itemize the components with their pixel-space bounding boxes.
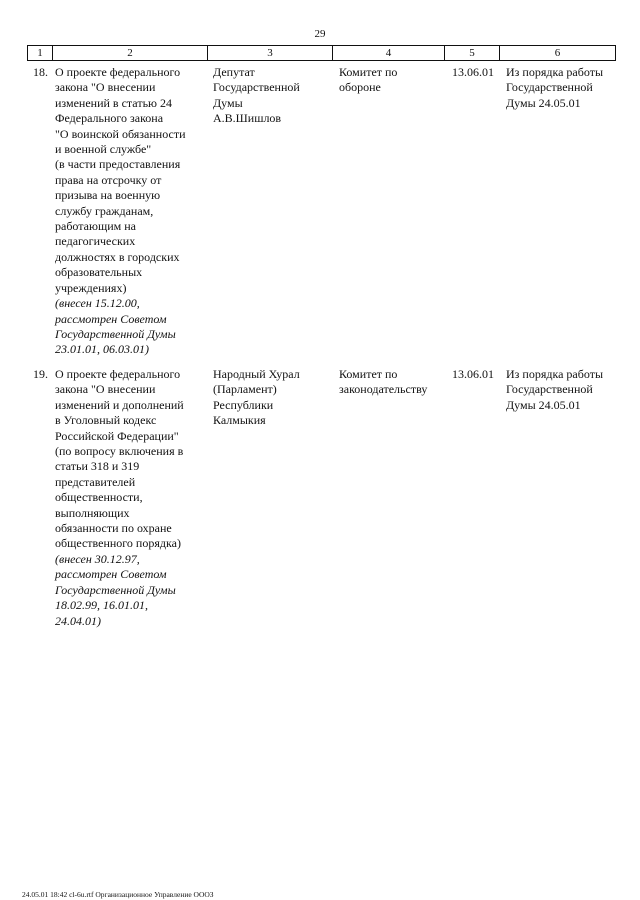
title-line: изменений и дополнений xyxy=(55,397,184,412)
title-line: должностях в городских xyxy=(55,249,180,264)
title-line: учреждениях) xyxy=(55,280,127,295)
author-line: (Парламент) xyxy=(213,382,277,397)
title-line: закона "О внесении xyxy=(55,382,156,397)
note-line: Из порядка работы xyxy=(506,65,604,79)
committee-line: Комитет по xyxy=(339,367,398,381)
date: 13.06.01 xyxy=(452,367,494,381)
bill-title xyxy=(55,65,205,358)
print-footer: 24.05.01 18:42 cl-6u.rtf Организационное Управление ОООЗ xyxy=(22,890,214,899)
title-line: службу гражданам, xyxy=(55,203,154,218)
bill-author xyxy=(213,65,333,127)
page-number: 29 xyxy=(314,28,326,40)
note-line: Государственной xyxy=(506,382,593,397)
title-line: выполняющих xyxy=(55,505,130,520)
note-line: Из порядка работы xyxy=(506,367,604,381)
row-number: 18. xyxy=(33,65,48,79)
title-line: статьи 318 и 319 xyxy=(55,459,140,474)
row-number: 19. xyxy=(33,367,48,381)
title-line: О проекте федерального xyxy=(55,367,181,381)
history-line: Государственной Думы xyxy=(55,582,176,597)
column-header-6: 6 xyxy=(500,46,616,61)
note-line: Думы 24.05.01 xyxy=(506,95,581,110)
title-line: Федерального закона xyxy=(55,111,164,126)
column-header-3: 3 xyxy=(208,46,333,61)
committee-line: обороне xyxy=(339,80,381,95)
author-line: А.В.Шишлов xyxy=(213,111,282,126)
column-header-5: 5 xyxy=(445,46,500,61)
column-header-row xyxy=(28,46,616,61)
title-line: в Уголовный кодекс xyxy=(55,413,157,428)
column-header-table xyxy=(27,45,616,61)
title-line: образовательных xyxy=(55,265,143,280)
title-line: призыва на военную xyxy=(55,188,161,203)
history-line: рассмотрен Советом xyxy=(55,567,167,582)
history-line: Государственной Думы xyxy=(55,326,176,341)
committee xyxy=(339,65,444,96)
title-line: представителей xyxy=(55,474,136,489)
date: 13.06.01 xyxy=(452,65,494,79)
history-line: (внесен 30.12.97, xyxy=(55,551,140,566)
title-line: (в части предоставления xyxy=(55,157,181,172)
bill-author xyxy=(213,367,333,429)
note xyxy=(506,65,618,111)
bill-title xyxy=(55,367,205,629)
author-line: Народный Хурал xyxy=(213,367,300,381)
committee xyxy=(339,367,444,398)
note-line: Государственной xyxy=(506,80,593,95)
history-line: 23.01.01, 06.03.01) xyxy=(55,342,149,357)
title-line: обязанности по охране xyxy=(55,521,172,536)
title-line: и военной службе" xyxy=(55,142,152,157)
title-line: Российской Федерации" xyxy=(55,428,179,443)
note-line: Думы 24.05.01 xyxy=(506,397,581,412)
column-header-2: 2 xyxy=(53,46,208,61)
column-header-1: 1 xyxy=(28,46,53,61)
history-line: 18.02.99, 16.01.01, xyxy=(55,598,148,613)
title-line: "О воинской обязанности xyxy=(55,126,186,141)
note xyxy=(506,367,618,413)
title-line: права на отсрочку от xyxy=(55,172,162,187)
author-line: Республики xyxy=(213,397,274,412)
history-line: 24.04.01) xyxy=(55,613,101,628)
title-line: общественности, xyxy=(55,490,143,505)
author-line: Думы xyxy=(213,95,243,110)
history-line: (внесен 15.12.00, xyxy=(55,296,140,311)
title-line: закона "О внесении xyxy=(55,80,156,95)
author-line: Калмыкия xyxy=(213,413,266,428)
title-line: общественного порядка) xyxy=(55,536,181,551)
committee-line: законодательству xyxy=(339,382,428,397)
author-line: Государственной xyxy=(213,80,300,95)
committee-line: Комитет по xyxy=(339,65,398,79)
column-header-4: 4 xyxy=(333,46,445,61)
title-line: (по вопросу включения в xyxy=(55,444,184,459)
author-line: Депутат xyxy=(213,65,255,79)
title-line: изменений в статью 24 xyxy=(55,95,173,110)
title-line: работающим на xyxy=(55,219,136,234)
history-line: рассмотрен Советом xyxy=(55,311,167,326)
title-line: педагогических xyxy=(55,234,136,249)
title-line: О проекте федерального xyxy=(55,65,181,79)
